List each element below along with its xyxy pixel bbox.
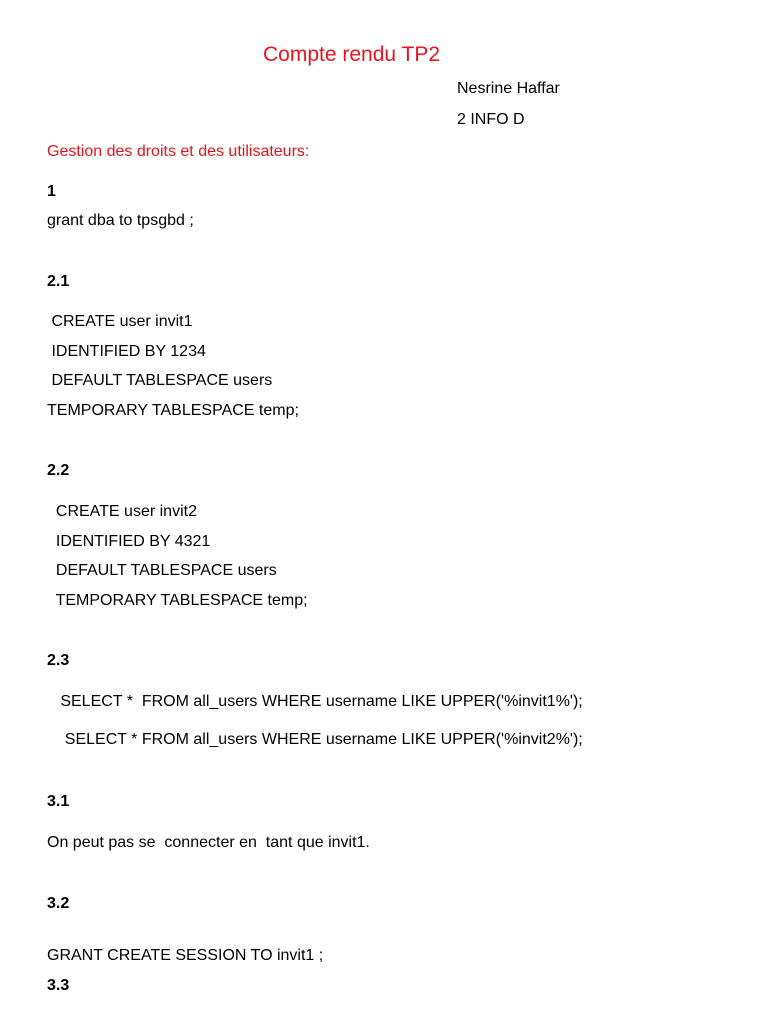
question-2-3-number: 2.3: [47, 652, 70, 669]
question-3-1-number: 3.1: [47, 793, 70, 810]
question-2-2-line: CREATE user invit2: [47, 503, 197, 520]
question-2-3-line: SELECT * FROM all_users WHERE username LIKE UPPER('%invit2%');: [47, 731, 583, 748]
question-2-2-line: IDENTIFIED BY 4321: [47, 533, 211, 550]
question-2-1-line: DEFAULT TABLESPACE users: [47, 372, 273, 389]
author-name: Nesrine Haffar: [457, 80, 560, 97]
question-2-3-line: SELECT * FROM all_users WHERE username LIKE UPPER('%invit1%');: [47, 693, 583, 710]
question-2-1-line: CREATE user invit1: [47, 313, 193, 330]
question-2-2-line: DEFAULT TABLESPACE users: [47, 562, 277, 579]
question-1-number: 1: [47, 183, 56, 200]
question-2-2-line: TEMPORARY TABLESPACE temp;: [47, 592, 308, 609]
question-3-2-line: GRANT CREATE SESSION TO invit1 ;: [47, 947, 324, 964]
question-2-1-line: TEMPORARY TABLESPACE temp;: [47, 402, 299, 419]
question-3-1-line: On peut pas se connecter en tant que invit1.: [47, 834, 370, 851]
class-name: 2 INFO D: [457, 111, 525, 128]
page-title: Compte rendu TP2: [263, 43, 441, 66]
question-2-2-number: 2.2: [47, 462, 70, 479]
question-1-line: grant dba to tpsgbd ;: [47, 212, 194, 229]
question-3-3-number: 3.3: [47, 977, 70, 994]
question-3-2-number: 3.2: [47, 895, 70, 912]
question-2-1-number: 2.1: [47, 273, 70, 290]
question-2-1-line: IDENTIFIED BY 1234: [47, 343, 206, 360]
section-title: Gestion des droits et des utilisateurs:: [47, 143, 310, 160]
